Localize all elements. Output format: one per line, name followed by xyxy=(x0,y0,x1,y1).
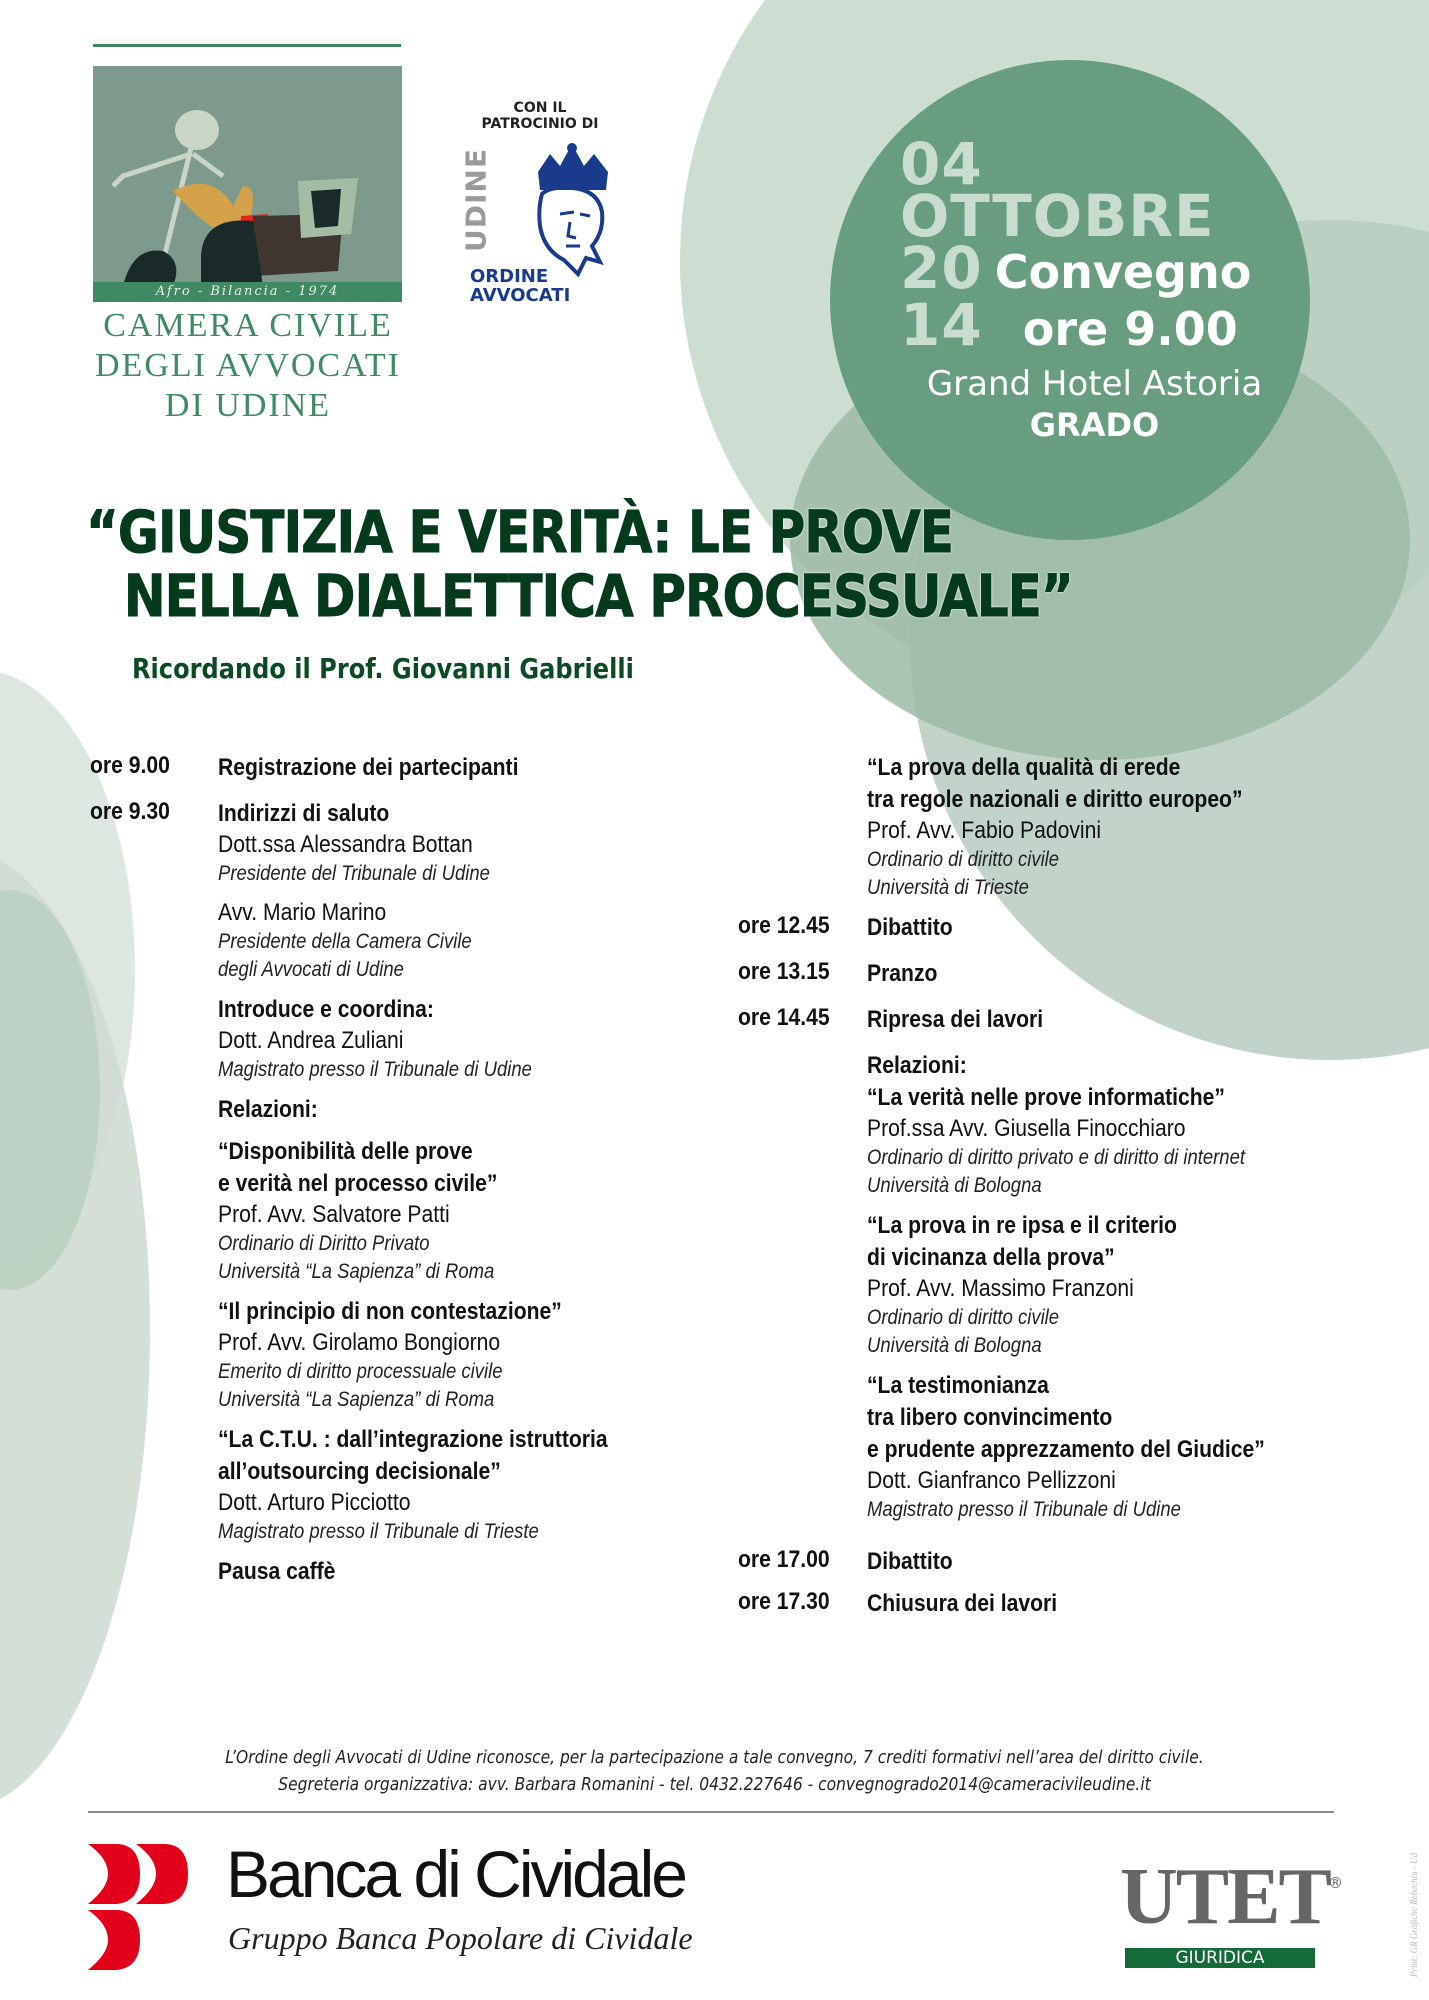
patronage-label xyxy=(460,100,620,132)
footnote xyxy=(0,1744,1429,1798)
program-time: ore 12.45 xyxy=(738,912,830,939)
event-venue: Grand Hotel Astoria xyxy=(926,364,1263,404)
program-item xyxy=(90,752,710,798)
program-item xyxy=(867,1050,1378,1524)
program-item xyxy=(90,798,710,1588)
talk-title: “La prova della qualità di erede xyxy=(867,754,1181,781)
program-title: Pranzo xyxy=(867,960,938,987)
speaker-name: Prof. Avv. Salvatore Patti xyxy=(218,1201,450,1228)
organizer-name-line: DI UDINE xyxy=(164,387,332,424)
conference-subtitle: Ricordando il Prof. Giovanni Gabrielli xyxy=(132,652,634,685)
talk-title: di vicinanza della prova” xyxy=(867,1244,1115,1271)
talk-title: e prudente apprezzamento del Giudice” xyxy=(867,1436,1265,1463)
talk-title: tra libero convincimento xyxy=(867,1404,1113,1431)
organizer-name-line: CAMERA CIVILE xyxy=(103,307,393,344)
artwork-afro-bilancia xyxy=(93,66,402,302)
coffee-break: Pausa caffè xyxy=(218,1558,336,1585)
speaker-name: Prof.ssa Avv. Giusella Finocchiaro xyxy=(867,1115,1186,1142)
event-year-top: 20 xyxy=(900,234,983,302)
bank-group: Gruppo Banca Popolare di Cividale xyxy=(228,1920,693,1956)
speaker-role: Università “La Sapienza” di Roma xyxy=(218,1260,495,1283)
bank-logo-icon xyxy=(88,1840,188,1972)
program-time: ore 9.00 xyxy=(90,752,170,779)
speaker-role: Magistrato presso il Tribunale di Udine xyxy=(867,1498,1181,1521)
registered-mark: ® xyxy=(1328,1874,1343,1892)
program-time: ore 14.45 xyxy=(738,1004,830,1031)
talk-title: “Il principio di non contestazione” xyxy=(218,1298,562,1325)
speaker-role: Ordinario di diritto civile xyxy=(867,1306,1060,1329)
program-title: Ripresa dei lavori xyxy=(867,1006,1044,1033)
program-time: ore 17.00 xyxy=(738,1546,830,1573)
utet-division: GIURIDICA xyxy=(1125,1948,1315,1968)
organizer-name xyxy=(88,306,408,426)
speaker-name: Dott.ssa Alessandra Bottan xyxy=(218,831,473,858)
speaker-name: Avv. Mario Marino xyxy=(218,899,387,926)
section-heading: Relazioni: xyxy=(218,1096,318,1123)
print-credit xyxy=(1409,1852,1419,1978)
talk-title: “La verità nelle prove informatiche” xyxy=(867,1084,1225,1111)
speaker-role: Presidente della Camera Civile xyxy=(218,930,472,953)
speaker-role: Magistrato presso il Tribunale di Udine xyxy=(218,1058,532,1081)
talk-title: “Disponibilità delle prove xyxy=(218,1138,473,1165)
speaker-role: Magistrato presso il Tribunale di Trieste xyxy=(218,1520,539,1543)
program-item xyxy=(867,752,1378,902)
program-time: ore 9.30 xyxy=(90,798,170,825)
speaker-name: Dott. Arturo Picciotto xyxy=(218,1489,411,1516)
ordine-line: AVVOCATI xyxy=(470,285,571,306)
talk-title: tra regole nazionali e diritto europeo” xyxy=(867,786,1243,813)
speaker-name: Dott. Andrea Zuliani xyxy=(218,1027,404,1054)
program-item xyxy=(738,1004,1378,1050)
program-title: Dibattito xyxy=(867,1548,953,1575)
event-day: 04 xyxy=(900,130,983,198)
speaker-role: Ordinario di Diritto Privato xyxy=(218,1232,430,1255)
program-right-column xyxy=(738,752,1378,1630)
event-type: Convegno xyxy=(994,245,1252,299)
speaker-role: Presidente del Tribunale di Udine xyxy=(218,862,490,885)
talk-title: “La testimonianza xyxy=(867,1372,1049,1399)
speaker-name: Prof. Avv. Girolamo Bongiorno xyxy=(218,1329,501,1356)
program-left-column xyxy=(90,752,710,1588)
event-year-bottom: 14 xyxy=(900,291,983,359)
program-time: ore 13.15 xyxy=(738,958,830,985)
bank-name: Banca di Cividale xyxy=(226,1837,685,1911)
event-time: ore 9.00 xyxy=(1022,302,1238,356)
udine-vertical-label xyxy=(456,150,496,250)
program-item xyxy=(738,958,1378,1004)
speaker-role: Università di Trieste xyxy=(867,876,1029,899)
speaker-role: Ordinario di diritto privato e di diritto di internet xyxy=(867,1146,1246,1169)
speaker-name: Dott. Gianfranco Pellizzoni xyxy=(867,1467,1116,1494)
section-heading: Relazioni: xyxy=(867,1052,967,1079)
organizer-name-line: DEGLI AVVOCATI xyxy=(95,347,401,384)
program-item xyxy=(738,1546,1378,1588)
program-title: Chiusura dei lavori xyxy=(867,1590,1058,1617)
talk-title: “La prova in re ipsa e il criterio xyxy=(867,1212,1177,1239)
speaker-role: degli Avvocati di Udine xyxy=(218,958,404,981)
event-month: OTTOBRE xyxy=(900,182,1215,250)
program-item xyxy=(738,912,1378,958)
speaker-role: Università di Bologna xyxy=(867,1334,1042,1357)
print-credit-text: Print: GR Grafiche Rebechin - Ud xyxy=(1409,1852,1419,1978)
program-title: Indirizzi di saluto xyxy=(218,800,390,827)
speaker-role: Università di Bologna xyxy=(867,1174,1042,1197)
secretariat-contact[interactable]: Segreteria organizzativa: avv. Barbara Romanini - tel. 0432.227646 - convegnogrado2014@cameracivileudine.it xyxy=(278,1774,1151,1795)
abstract-art-icon xyxy=(93,66,402,302)
program-title: Registrazione dei partecipanti xyxy=(218,754,519,781)
speaker-role: Ordinario di diritto civile xyxy=(867,848,1060,871)
artwork-caption: Afro - Bilancia - 1974 xyxy=(93,282,402,302)
title-line-1: “GIUSTIZIA E VERITÀ: LE PROVE xyxy=(86,498,954,566)
logo-top-rule xyxy=(93,44,401,47)
speaker-role: Emerito di diritto processuale civile xyxy=(218,1360,503,1383)
program-time: ore 17.30 xyxy=(738,1588,830,1615)
credits-note: L’Ordine degli Avvocati di Udine riconosce, per la partecipazione a tale convegno, 7 crediti formativi nell’area del diritto civile. xyxy=(225,1747,1204,1768)
speaker-name: Prof. Avv. Fabio Padovini xyxy=(867,817,1102,844)
speaker-role: Università “La Sapienza” di Roma xyxy=(218,1388,495,1411)
title-line-2: NELLA DIALETTICA PROCESSUALE” xyxy=(123,562,1073,630)
section-heading: Introduce e coordina: xyxy=(218,996,434,1023)
event-city: GRADO xyxy=(1029,406,1160,444)
ordine-line: ORDINE xyxy=(470,266,549,287)
footer-divider xyxy=(88,1811,1334,1813)
talk-title: “La C.T.U. : dall’integrazione istruttoria xyxy=(218,1426,608,1453)
program-title: Dibattito xyxy=(867,914,953,941)
speaker-name: Prof. Avv. Massimo Franzoni xyxy=(867,1275,1134,1302)
talk-title: e verità nel processo civile” xyxy=(218,1170,498,1197)
patronage-label-line: CON IL xyxy=(513,100,567,116)
talk-title: all’outsourcing decisionale” xyxy=(218,1458,501,1485)
udine-text: UDINE xyxy=(459,148,493,252)
conference-title xyxy=(86,500,1073,628)
event-date-block xyxy=(900,130,1280,359)
ordine-avvocati-label xyxy=(470,267,570,305)
utet-logo: UTET xyxy=(1120,1853,1330,1941)
program-item xyxy=(738,1588,1378,1630)
patronage-label-line: PATROCINIO DI xyxy=(481,116,599,132)
